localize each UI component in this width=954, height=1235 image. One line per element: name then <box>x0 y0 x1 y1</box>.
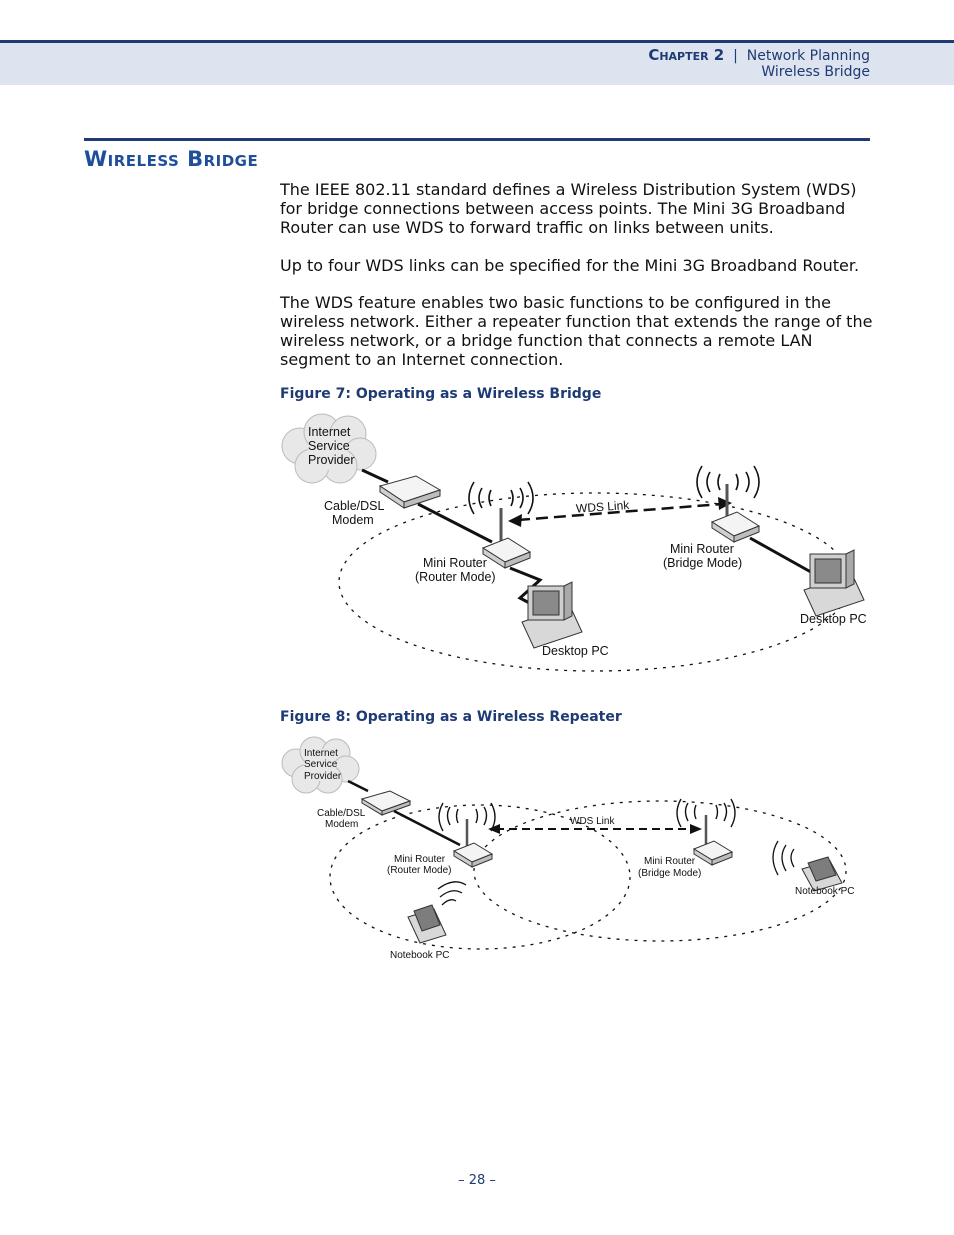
modem-router-cable <box>418 504 492 542</box>
isp-label-line1: Internet <box>308 425 351 439</box>
isp-modem-cable <box>348 781 368 791</box>
running-header-chapter <box>648 46 870 64</box>
wds-link-label: WDS Link <box>575 497 630 516</box>
router2-label-line2: (Bridge Mode) <box>638 868 702 879</box>
router2-label-line2: (Bridge Mode) <box>663 556 743 570</box>
pc2-label: Desktop PC <box>800 612 867 626</box>
notebook-pc-icon <box>408 905 446 943</box>
isp-label-line2: Service <box>304 759 338 770</box>
isp-label-line3: Provider <box>304 771 342 782</box>
modem-label-line2: Modem <box>332 513 374 527</box>
isp-label-line2: Service <box>308 439 350 453</box>
chapter-number: Chapter 2 <box>648 46 725 64</box>
pc1-label: Desktop PC <box>542 644 609 658</box>
modem-label-line2: Modem <box>325 819 359 830</box>
paragraph-wds-limit: Up to four WDS links can be specified for the Mini 3G Broadband Router. <box>280 256 860 275</box>
figure7-caption: Figure 7: Operating as a Wireless Bridge <box>280 386 602 402</box>
modem-label-line1: Cable/DSL <box>324 499 385 513</box>
wds-arrowhead-left <box>508 514 522 527</box>
mini-router-router-mode-icon <box>483 508 530 568</box>
chapter-title: Network Planning <box>746 48 870 64</box>
isp-label-line1: Internet <box>304 748 338 759</box>
paragraph-wds-functions: The WDS feature enables two basic functions to be configured in the wireless network. Either a repeater function that extends the range of the wireless network, or a bridge function that connects a remote LAN segment to an Internet connection. <box>280 293 873 369</box>
modem-router-cable <box>394 811 460 845</box>
desktop-pc-icon <box>804 550 864 616</box>
figure7-diagram <box>270 410 880 680</box>
wds-arrowhead-right <box>718 497 732 510</box>
isp-modem-cable <box>362 470 388 482</box>
router1-label-line2: (Router Mode) <box>415 570 496 584</box>
notebook1-signal-icon <box>438 882 466 905</box>
nb2-label: Notebook PC <box>795 886 855 897</box>
modem-icon <box>380 476 440 508</box>
modem-icon <box>362 791 410 815</box>
mini-router-bridge-mode-icon <box>694 815 732 865</box>
wds-link-label: WDS Link <box>570 816 615 827</box>
router1-label-line2: (Router Mode) <box>387 865 452 876</box>
figure8-diagram <box>270 733 880 965</box>
figure8-caption: Figure 8: Operating as a Wireless Repeater <box>280 709 622 725</box>
wds-arrowhead-right <box>690 824 702 834</box>
page-number: – 28 – <box>458 1173 496 1188</box>
notebook2-signal-icon <box>773 841 794 875</box>
desktop-pc-icon <box>522 582 582 648</box>
running-header-section: Wireless Bridge <box>761 64 870 80</box>
mini-router-bridge-mode-icon <box>712 484 759 542</box>
header-separator: | <box>733 48 738 64</box>
router1-label-line1: Mini Router <box>423 556 487 570</box>
nb1-label: Notebook PC <box>390 950 450 961</box>
router2-pc-cable <box>750 538 818 576</box>
section-rule <box>84 138 870 141</box>
paragraph-wds-intro: The IEEE 802.11 standard defines a Wireless Distribution System (WDS) for bridge connections between access points. The Mini 3G Broadband Router can use WDS to forward traffic on links between units. <box>280 180 857 237</box>
mini-router-router-mode-icon <box>454 819 492 867</box>
section-title: Wireless Bridge <box>84 147 259 171</box>
router2-label-line1: Mini Router <box>670 542 734 556</box>
router1-label-line1: Mini Router <box>394 854 446 865</box>
modem-label-line1: Cable/DSL <box>317 808 366 819</box>
router2-label-line1: Mini Router <box>644 856 696 867</box>
isp-label-line3: Provider <box>308 453 355 467</box>
